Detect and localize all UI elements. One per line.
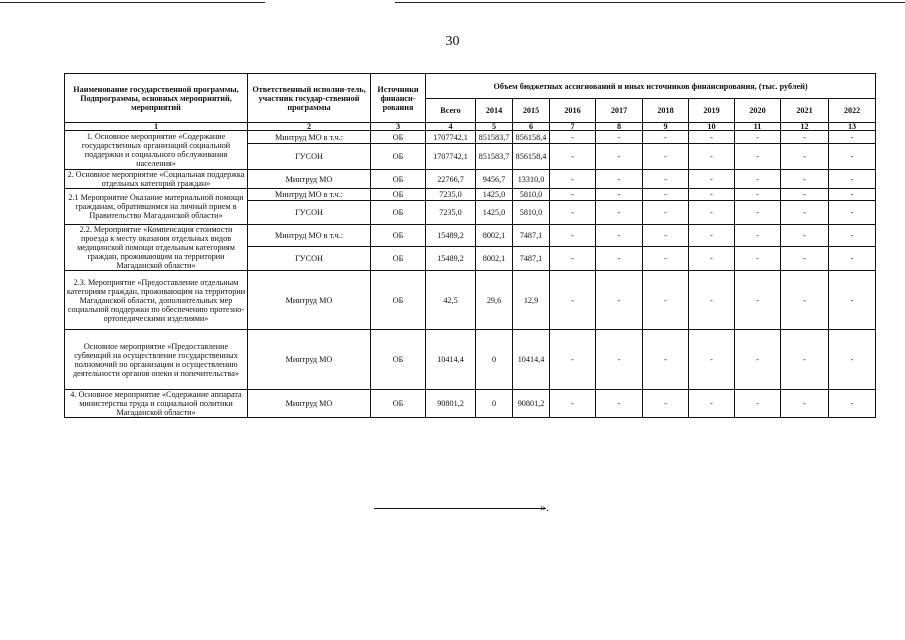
source-cell: ОБ [371,390,426,418]
total-value-cell: 1707742,1 [426,131,476,144]
header-year: 2015 [513,99,550,123]
header-year: 2018 [643,99,689,123]
year-value-cell: - [550,201,596,225]
year-value-cell: - [829,271,876,330]
year-value-cell: - [596,390,643,418]
year-value-cell: - [643,189,689,201]
year-value-cell: - [735,390,781,418]
header-year: 2021 [781,99,829,123]
year-value-cell: - [689,201,735,225]
column-number: 11 [735,123,781,131]
total-value-cell: 15489,2 [426,225,476,247]
year-value-cell: 29,6 [476,271,513,330]
responsible-cell: Минтруд МО в т.ч.: [248,225,371,247]
table-row [65,170,876,189]
total-value-cell: 15489,2 [426,247,476,271]
source-cell: ОБ [371,247,426,271]
total-value-cell: 1707742,1 [426,144,476,170]
year-value-cell: - [550,271,596,330]
year-value-cell: - [735,247,781,271]
year-value-cell: - [829,247,876,271]
year-value-cell: - [735,271,781,330]
year-value-cell: - [689,330,735,390]
year-value-cell: - [596,225,643,247]
year-value-cell: - [596,131,643,144]
top-rule-right [395,2,905,3]
year-value-cell: 9456,7 [476,170,513,189]
year-value-cell: - [781,189,829,201]
year-value-cell: - [781,201,829,225]
column-number: 7 [550,123,596,131]
source-cell: ОБ [371,144,426,170]
header-year: 2017 [596,99,643,123]
year-value-cell: - [643,225,689,247]
header-year: 2022 [829,99,876,123]
year-value-cell: - [781,225,829,247]
year-value-cell: - [689,170,735,189]
column-number: 8 [596,123,643,131]
year-value-cell: - [829,131,876,144]
table-row [65,189,876,201]
year-value-cell: 10414,4 [513,330,550,390]
year-value-cell: 851583,7 [476,144,513,170]
year-value-cell: - [596,201,643,225]
year-value-cell: 13310,0 [513,170,550,189]
budget-table [64,73,876,418]
year-value-cell: - [781,170,829,189]
table-row [65,271,876,330]
year-value-cell: - [596,271,643,330]
year-value-cell: - [829,201,876,225]
source-cell: ОБ [371,330,426,390]
header-sources: Источники финанси-рования [371,74,426,123]
year-value-cell: 0 [476,330,513,390]
source-cell: ОБ [371,189,426,201]
header-name: Наименование государственной программы, Подпрограммы, основных мероприятий, мероприятий [65,74,248,123]
header-responsible: Ответственный исполни-тель, участник государ-ственной программы [248,74,371,123]
year-value-cell: - [689,131,735,144]
year-value-cell: - [735,201,781,225]
column-number: 13 [829,123,876,131]
activity-name: 1. Основное мероприятие «Содержание государственных организаций социальной поддержки и социального обслуживания населения» [65,131,248,170]
year-value-cell: - [781,131,829,144]
responsible-cell: ГУСОН [248,201,371,225]
header-year: 2014 [476,99,513,123]
year-value-cell: - [781,144,829,170]
year-value-cell: 7487,1 [513,225,550,247]
table-row [65,131,876,144]
year-value-cell: - [550,189,596,201]
year-value-cell: - [550,144,596,170]
table-row [65,225,876,247]
column-number: 6 [513,123,550,131]
total-value-cell: 7235,0 [426,201,476,225]
year-value-cell: 1425,0 [476,189,513,201]
header-year: 2016 [550,99,596,123]
year-value-cell: 8002,1 [476,225,513,247]
responsible-cell: ГУСОН [248,144,371,170]
responsible-cell: Минтруд МО в т.ч.: [248,131,371,144]
year-value-cell: - [596,144,643,170]
year-value-cell: - [735,330,781,390]
header-year: 2019 [689,99,735,123]
year-value-cell: - [643,170,689,189]
column-number: 9 [643,123,689,131]
source-cell: ОБ [371,131,426,144]
year-value-cell: - [550,390,596,418]
year-value-cell: 851583,7 [476,131,513,144]
year-value-cell: 1425,0 [476,201,513,225]
table-row [65,330,876,390]
activity-name: 2. Основное мероприятие «Социальная поддержка отдельных категорий граждан» [65,170,248,189]
year-value-cell: - [643,330,689,390]
year-value-cell: 5810,0 [513,201,550,225]
column-number: 12 [781,123,829,131]
column-number: 1 [65,123,248,131]
year-value-cell: - [735,144,781,170]
year-value-cell: - [643,131,689,144]
year-value-cell: 856158,4 [513,131,550,144]
year-value-cell: 0 [476,390,513,418]
year-value-cell: - [596,247,643,271]
year-value-cell: - [643,247,689,271]
activity-name: 2.1 Мероприятие Оказание материальной помощи гражданам, обратившимся на личный прием в Правительство Магаданской области» [65,189,248,225]
header-financing: Объем бюджетных ассигнований и иных источников финансирования, (тыс. рублей) [426,74,876,99]
year-value-cell: - [550,225,596,247]
year-value-cell: - [643,201,689,225]
responsible-cell: Минтруд МО [248,170,371,189]
year-value-cell: - [829,144,876,170]
top-rule-left [0,2,265,3]
source-cell: ОБ [371,170,426,189]
source-cell: ОБ [371,225,426,247]
year-value-cell: - [550,170,596,189]
year-value-cell: - [829,189,876,201]
total-value-cell: 90801,2 [426,390,476,418]
column-number: 5 [476,123,513,131]
year-value-cell: - [643,271,689,330]
table-body [65,131,876,418]
year-value-cell: - [643,390,689,418]
activity-name: 2.3. Мероприятие «Предоставление отдельным категориям граждан, проживающим на территории Магаданской области, дополнительных мер социальной поддержки по обеспечению протезно-ортопедическими изделиями» [65,271,248,330]
year-value-cell: - [596,170,643,189]
activity-name: Основное мероприятие «Предоставление субвенций на осуществление государственных полномочий по организации и осуществлению деятельности органов опеки и попечительства» [65,330,248,390]
year-value-cell: - [643,144,689,170]
year-value-cell: - [689,144,735,170]
responsible-cell: Минтруд МО [248,271,371,330]
closing-mark: ». [540,500,549,514]
year-value-cell: - [596,189,643,201]
source-cell: ОБ [371,271,426,330]
source-cell: ОБ [371,201,426,225]
year-value-cell: - [735,189,781,201]
year-value-cell: 8002,1 [476,247,513,271]
responsible-cell: Минтруд МО в т.ч.: [248,189,371,201]
year-value-cell: - [596,330,643,390]
year-value-cell: - [689,247,735,271]
total-value-cell: 7235,0 [426,189,476,201]
year-value-cell: 90801,2 [513,390,550,418]
column-number: 4 [426,123,476,131]
header-year: 2020 [735,99,781,123]
closing-line [374,499,546,509]
year-value-cell: - [735,131,781,144]
total-value-cell: 10414,4 [426,330,476,390]
year-value-cell: - [829,330,876,390]
responsible-cell: Минтруд МО [248,330,371,390]
year-value-cell: - [781,271,829,330]
year-value-cell: 12,9 [513,271,550,330]
year-value-cell: - [829,170,876,189]
year-value-cell: 856158,4 [513,144,550,170]
header-total: Всего [426,99,476,123]
responsible-cell: Минтруд МО [248,390,371,418]
column-number: 2 [248,123,371,131]
year-value-cell: - [735,170,781,189]
responsible-cell: ГУСОН [248,247,371,271]
year-value-cell: 7487,1 [513,247,550,271]
column-number: 10 [689,123,735,131]
column-number: 3 [371,123,426,131]
table-row [65,390,876,418]
year-value-cell: - [829,225,876,247]
year-value-cell: - [781,390,829,418]
year-value-cell: 5810,0 [513,189,550,201]
total-value-cell: 42,5 [426,271,476,330]
total-value-cell: 22766,7 [426,170,476,189]
year-value-cell: - [689,189,735,201]
activity-name: 2.2. Мероприятие «Компенсация стоимости проезда к месту оказания отдельных видов медицинской помощи отдельным категориям граждан, проживающим на территории Магаданской области» [65,225,248,271]
year-value-cell: - [735,225,781,247]
year-value-cell: - [550,247,596,271]
year-value-cell: - [550,330,596,390]
year-value-cell: - [829,390,876,418]
year-value-cell: - [689,271,735,330]
year-value-cell: - [781,330,829,390]
year-value-cell: - [550,131,596,144]
year-value-cell: - [781,247,829,271]
page-number: 30 [445,34,460,49]
year-value-cell: - [689,390,735,418]
year-value-cell: - [689,225,735,247]
activity-name: 4. Основное мероприятие «Содержание аппарата министерства труда и социальной политики Магаданской области» [65,390,248,418]
